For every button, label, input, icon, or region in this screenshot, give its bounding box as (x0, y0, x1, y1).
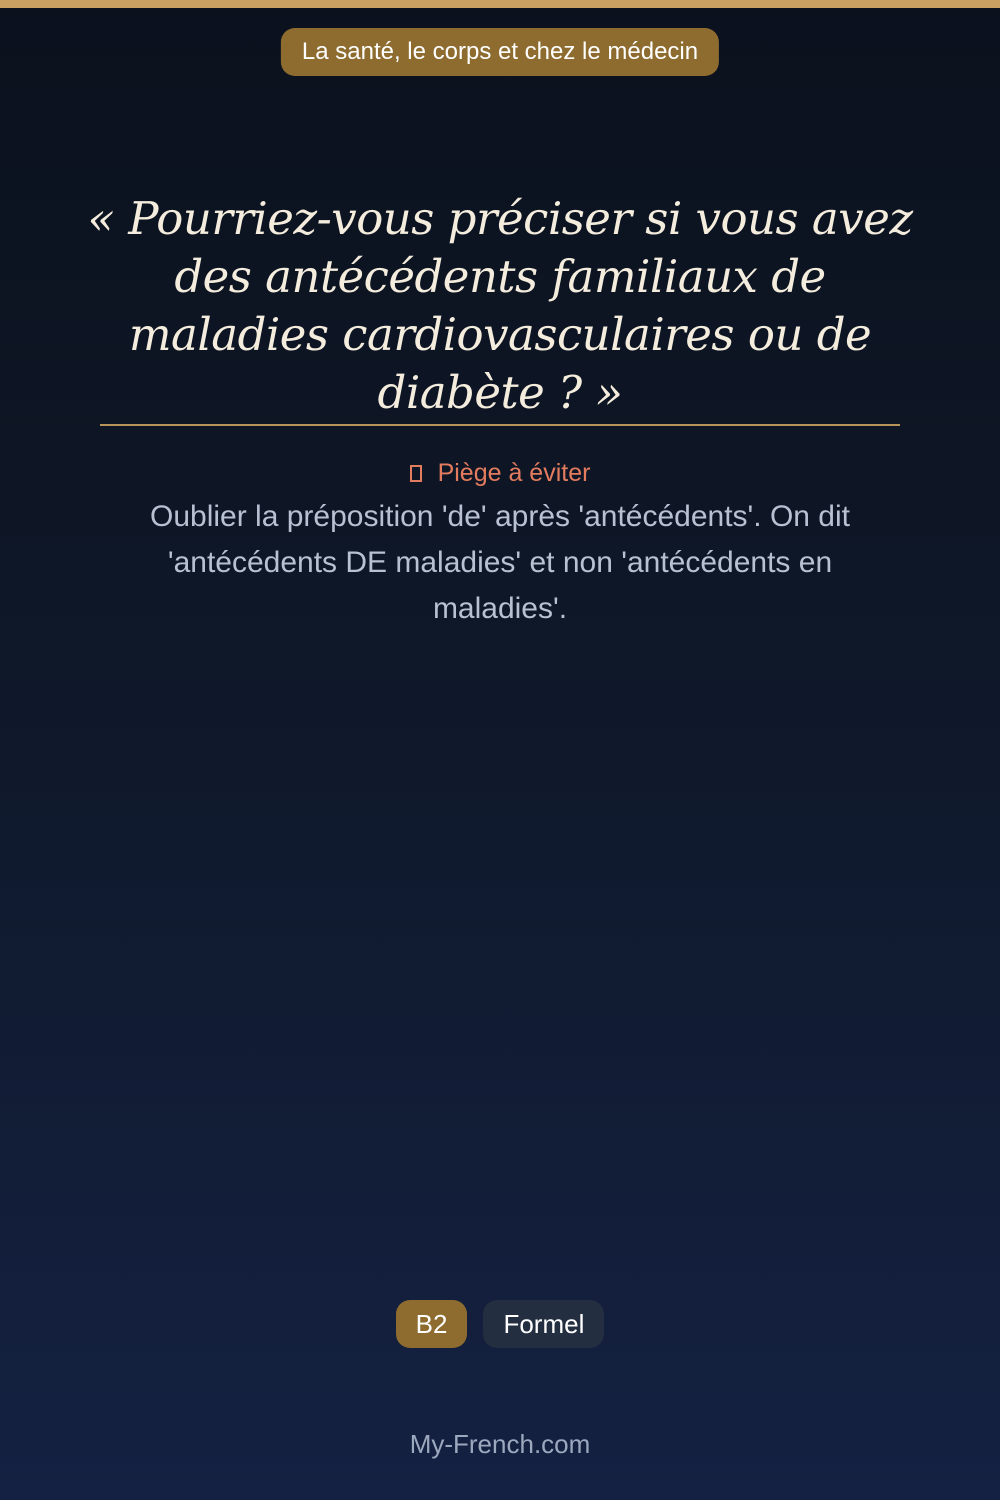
warning-icon (410, 465, 422, 482)
phrase-quote: « Pourriez-vous préciser si vous avez des antécédents familiaux de maladies cardiovasculaires ou de diabète ? » (87, 192, 913, 419)
divider (100, 424, 900, 426)
register-tag: Formel (483, 1300, 604, 1348)
level-tag: B2 (396, 1300, 468, 1348)
pitfall-explanation: Oublier la préposition 'de' après 'antécédents'. On dit 'antécédents DE maladies' et non 'antécédents en maladies'. (150, 500, 850, 625)
tag-list (0, 1300, 1000, 1348)
top-accent-bar (0, 0, 1000, 8)
site-footer: My-French.com (409, 1429, 591, 1459)
category-badge: La santé, le corps et chez le médecin (281, 28, 719, 76)
pitfall-heading (0, 456, 1000, 490)
pitfall-heading-label: Piège à éviter (437, 459, 591, 487)
